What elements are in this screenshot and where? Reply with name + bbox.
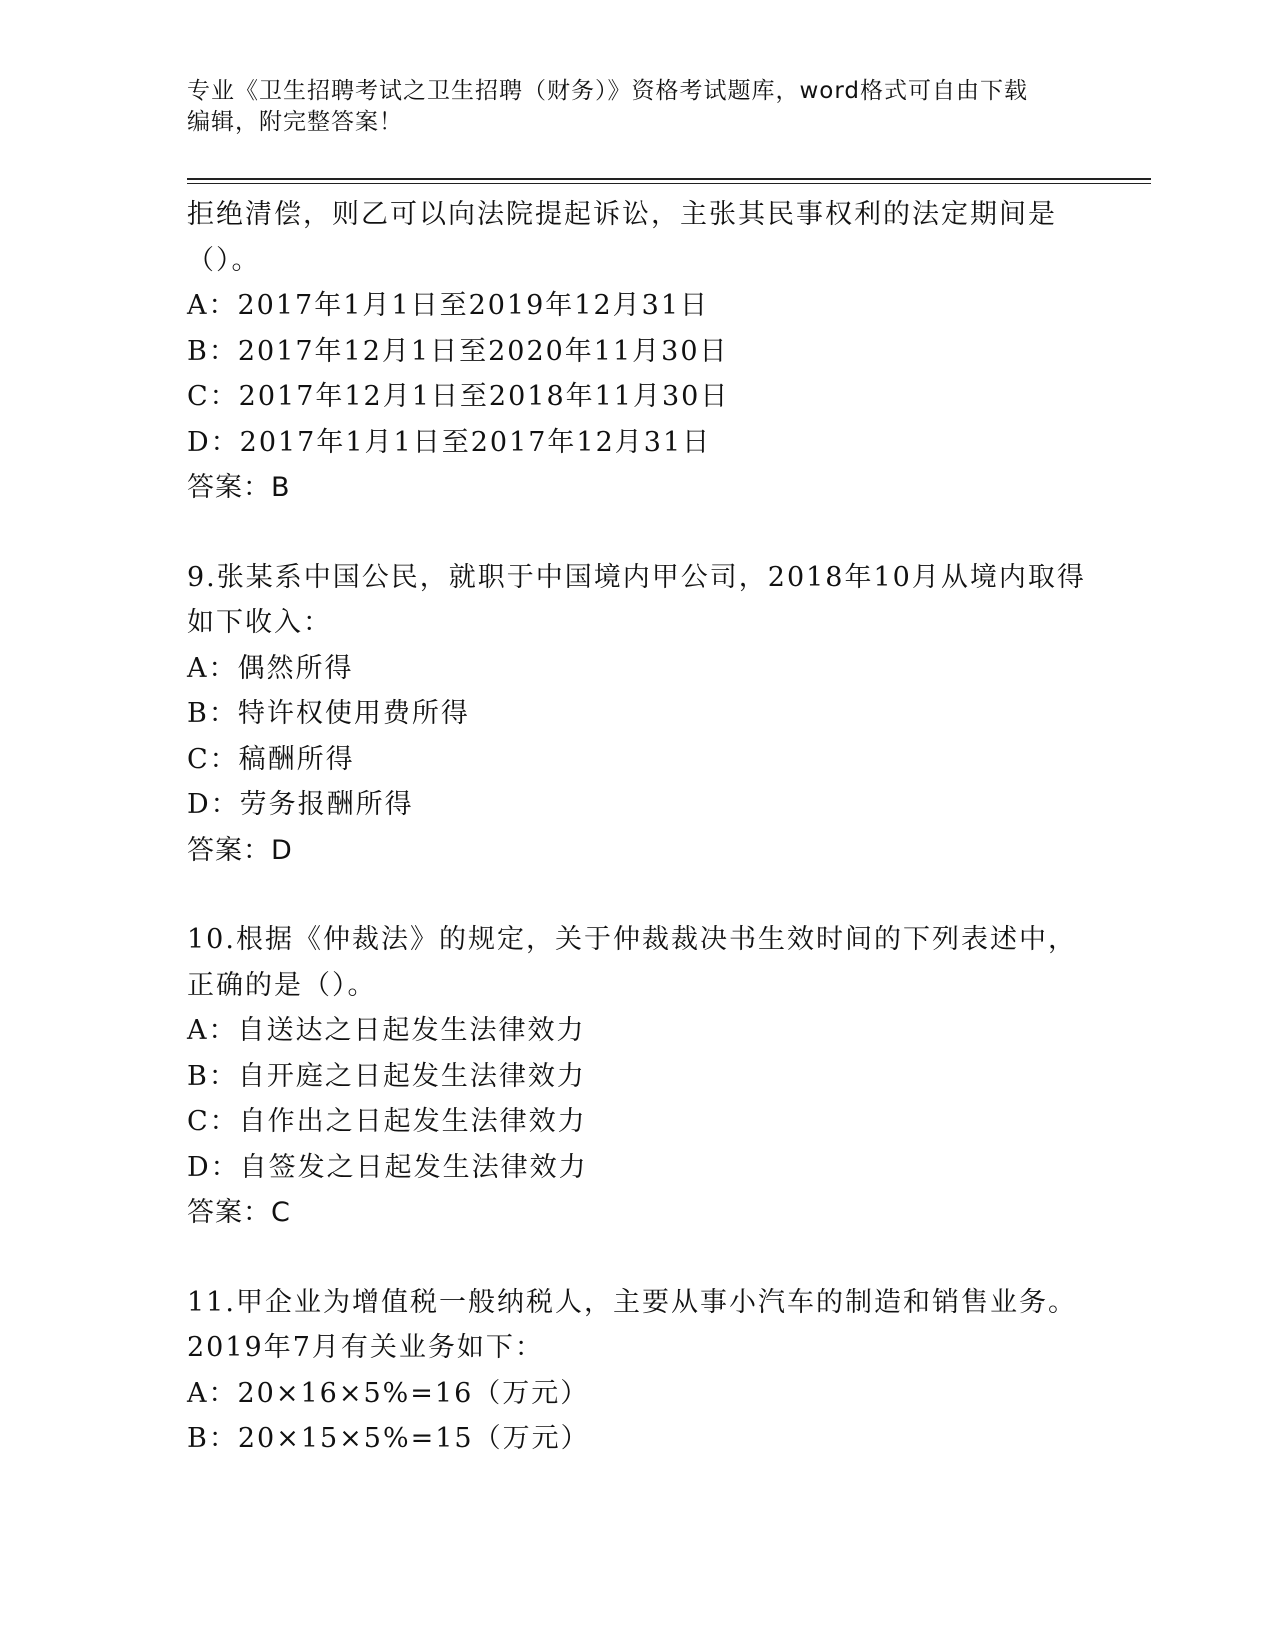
question-stem-line: 11.甲企业为增值税一般纳税人，主要从事小汽车的制造和销售业务。 xyxy=(187,1286,1077,1318)
option-b: B：2017年12月1日至2020年11月30日 xyxy=(187,335,729,367)
option-a: A：20×16×5%=16（万元） xyxy=(187,1377,590,1409)
answer: 答案：C xyxy=(187,1197,291,1228)
option-c: C：2017年12月1日至2018年11月30日 xyxy=(187,381,730,412)
header-line-2: 编辑，附完整答案！ xyxy=(187,109,403,135)
question-11 xyxy=(187,1280,1147,1462)
option-a: A：自送达之日起发生法律效力 xyxy=(187,1015,586,1046)
question-stem-line: 如下收入： xyxy=(187,607,332,638)
question-stem-line: 10.根据《仲裁法》的规定，关于仲裁裁决书生效时间的下列表述中， xyxy=(187,924,1077,955)
option-a: A：2017年1月1日至2019年12月31日 xyxy=(187,290,709,321)
option-c: C：自作出之日起发生法律效力 xyxy=(187,1106,587,1137)
option-b: B：特许权使用费所得 xyxy=(187,698,470,729)
question-10 xyxy=(187,917,1147,1236)
question-8 xyxy=(187,192,1147,511)
question-list xyxy=(187,192,1147,1462)
header-divider-thick xyxy=(187,178,1151,180)
answer: 答案：B xyxy=(187,472,291,503)
option-b: B：20×15×5%=15（万元） xyxy=(187,1423,590,1454)
question-stem-line: 正确的是（）。 xyxy=(187,969,377,1001)
option-d: D：劳务报酬所得 xyxy=(187,789,414,820)
question-stem-line: 2019年7月有关业务如下： xyxy=(187,1332,544,1363)
question-stem-line: 拒绝清偿，则乙可以向法院提起诉讼，主张其民事权利的法定期间是 xyxy=(187,199,1057,230)
answer: 答案：D xyxy=(187,834,293,866)
question-stem-line: 9.张某系中国公民，就职于中国境内甲公司，2018年10月从境内取得 xyxy=(187,561,1086,593)
option-d: D：自签发之日起发生法律效力 xyxy=(187,1151,588,1183)
option-d: D：2017年1月1日至2017年12月31日 xyxy=(187,426,712,458)
header-divider-thin xyxy=(187,183,1151,184)
question-stem-line: （）。 xyxy=(187,244,261,276)
header-line-1: 专业《卫生招聘考试之卫生招聘（财务）》资格考试题库，word格式可自由下载 xyxy=(187,78,1029,104)
question-9 xyxy=(187,555,1147,874)
option-c: C：稿酬所得 xyxy=(187,743,355,775)
option-b: B：自开庭之日起发生法律效力 xyxy=(187,1060,586,1092)
document-header xyxy=(187,76,1087,138)
option-a: A：偶然所得 xyxy=(187,652,354,684)
